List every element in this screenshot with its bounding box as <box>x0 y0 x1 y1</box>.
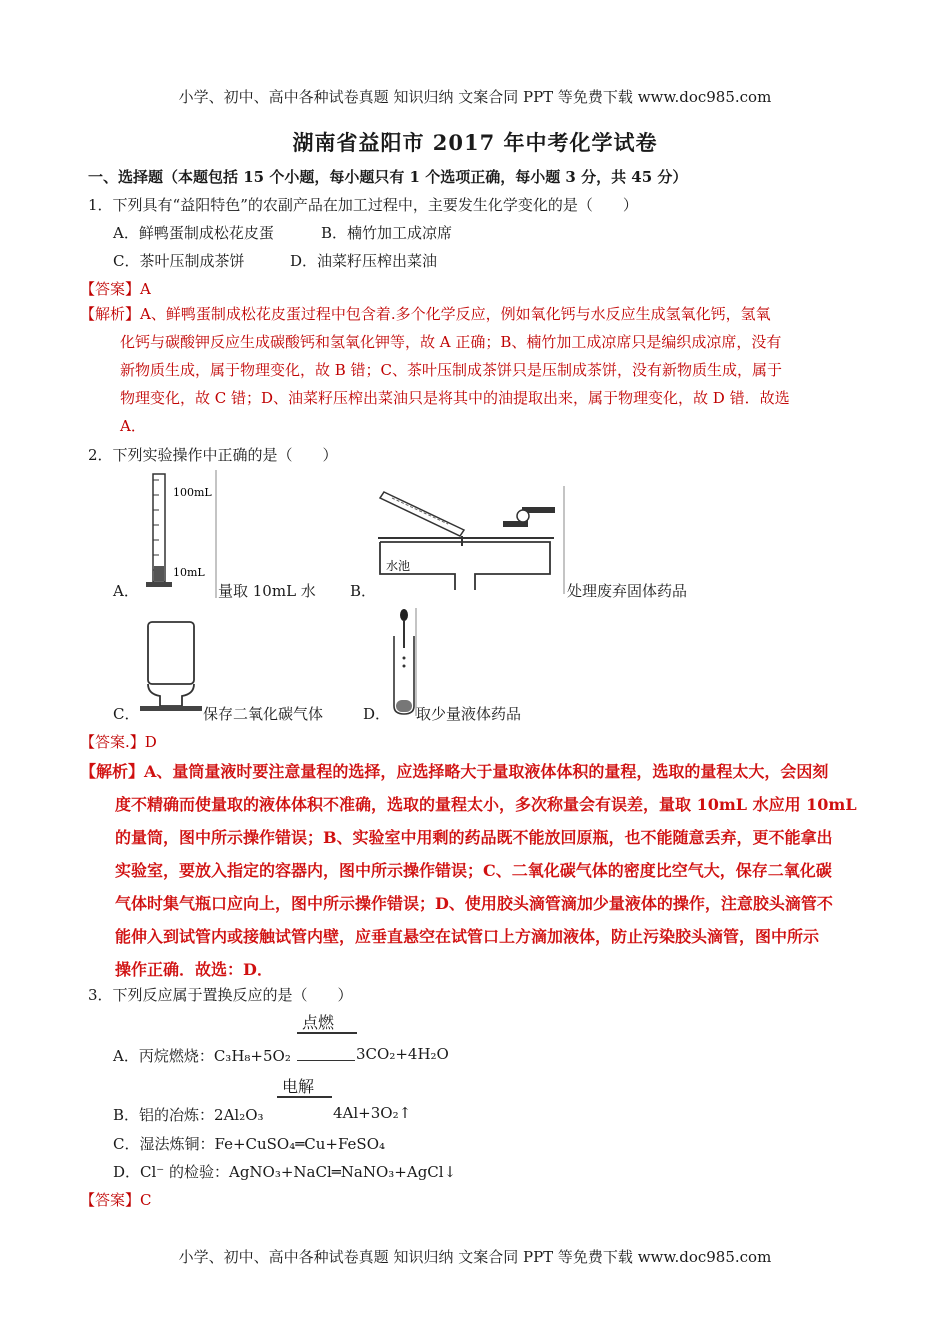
q2-analysis-line: 实验室，要放入指定的容器内，图中所示操作错误；C、二氧化碳气体的密度比空气大，保存二氧化碳 <box>115 861 832 880</box>
q3-option-b-left: B．铝的冶炼：2Al₂O₃ <box>113 1106 264 1124</box>
page-header: 小学、初中、高中各种试卷真题 知识归纳 文案合同 PPT 等免费下载 www.doc985.com <box>178 88 772 106</box>
q1-option-b: B．楠竹加工成凉席 <box>321 224 453 242</box>
sink-disposal-image <box>378 486 568 596</box>
q1-analysis-line: 物理变化，故 C 错；D、油菜籽压榨出菜油只是将其中的油提取出来，属于物理变化，故 D 错．故选 <box>120 389 790 407</box>
q1-analysis-line: A． <box>120 417 146 435</box>
q1-stem: 1．下列具有“益阳特色”的农副产品在加工过程中，主要发生化学变化的是（ ） <box>88 196 638 214</box>
cylinder-mark-10: 10mL <box>173 566 205 579</box>
q2-option-d-caption: 取少量液体药品 <box>416 705 522 723</box>
q2-option-c-label: C． <box>113 705 140 723</box>
q2-option-b-label: B． <box>350 582 377 600</box>
q1-option-a: A．鲜鸭蛋制成松花皮蛋 <box>113 224 274 242</box>
q2-analysis-line: 的量筒，图中所示操作错误；B、实验室中用剩的药品既不能放回原瓶，也不能随意丢弃，更不能拿出 <box>115 828 833 847</box>
sink-label: 水池 <box>386 559 411 573</box>
q2-analysis <box>80 755 870 986</box>
q2-option-c-caption: 保存二氧化碳气体 <box>203 705 324 723</box>
q3-option-a-left: A．丙烷燃烧：C₃H₈+5O₂ <box>113 1047 291 1065</box>
q1-answer: 【答案】A <box>80 280 151 298</box>
q2-analysis-line: 能伸入到试管内或接触试管内壁，应垂直悬空在试管口上方滴加液体，防止污染胶头滴管，图中所示 <box>115 927 820 946</box>
q1-option-c: C．茶叶压制成茶饼 <box>113 252 245 270</box>
q3-option-d: D．Cl⁻ 的检验：AgNO₃+NaCl═NaNO₃+AgCl↓ <box>113 1163 457 1181</box>
dropper-test-tube-image <box>386 608 418 718</box>
q1-analysis-line: 【解析】A、鲜鸭蛋制成松花皮蛋过程中包含着.多个化学反应，例如氧化钙与水反应生成氢氧化钙，氢氧 <box>80 305 771 323</box>
q2-answer: 【答案.】D <box>80 733 157 751</box>
q2-option-d-label: D． <box>363 705 391 723</box>
q2-analysis-line: 气体时集气瓶口应向上，图中所示操作错误；D、使用胶头滴管滴加少量液体的操作，注意胶头滴管不 <box>115 894 833 913</box>
page-footer: 小学、初中、高中各种试卷真题 知识归纳 文案合同 PPT 等免费下载 www.doc985.com <box>178 1248 772 1266</box>
q2-option-a-caption: 量取 10mL 水 <box>218 582 316 600</box>
q3-answer: 【答案】C <box>80 1191 152 1209</box>
q1-analysis-line: 化钙与碳酸钾反应生成碳酸钙和氢氧化钾等，故 A 正确；B、楠竹加工成凉席只是编织成凉席，没有 <box>120 333 782 351</box>
cylinder-mark-100: 100mL <box>173 486 212 499</box>
q3-option-b-right: 4Al+3O₂↑ <box>333 1104 412 1122</box>
graduated-cylinder-image <box>140 470 220 600</box>
q2-stem: 2．下列实验操作中正确的是（ ） <box>88 446 338 464</box>
section-heading: 一、选择题（本题包括 15 个小题，每小题只有 1 个选项正确，每小题 3 分，共 45 分） <box>88 168 688 186</box>
q1-analysis <box>80 300 870 440</box>
q2-option-a-label: A． <box>113 582 139 600</box>
q2-option-b-caption: 处理废弃固体药品 <box>567 582 688 600</box>
q1-option-d: D．油菜籽压榨出菜油 <box>290 252 438 270</box>
q2-analysis-line: 操作正确．故选：D． <box>115 960 273 979</box>
q2-analysis-line: 【解析】A、量筒量液时要注意量程的选择，应选择略大于量取液体体积的量程，选取的量程太大，会因刻 <box>80 762 829 781</box>
q1-analysis-line: 新物质生成，属于物理变化，故 B 错；C、茶叶压制成茶饼只是压制成茶饼，没有新物质生成，属于 <box>120 361 783 379</box>
q3-a-arrow-line <box>297 1060 355 1061</box>
q2-analysis-line: 度不精确而使量取的液体体积不准确，选取的量程太小，多次称量会有误差，量取 10mL 水应用 10mL <box>115 795 857 814</box>
page-title: 湖南省益阳市 2017 年中考化学试卷 <box>292 130 658 155</box>
q3-b-condition-bar <box>277 1096 332 1098</box>
q3-option-c: C．湿法炼铜：Fe+CuSO₄═Cu+FeSO₄ <box>113 1135 386 1153</box>
q3-a-condition: 点燃 <box>302 1013 335 1032</box>
gas-jar-image <box>138 620 204 720</box>
q3-stem: 3．下列反应属于置换反应的是（ ） <box>88 986 353 1004</box>
q3-b-condition: 电解 <box>282 1077 315 1096</box>
q3-a-condition-bar <box>297 1032 357 1034</box>
q3-option-a-right: 3CO₂+4H₂O <box>356 1045 449 1063</box>
